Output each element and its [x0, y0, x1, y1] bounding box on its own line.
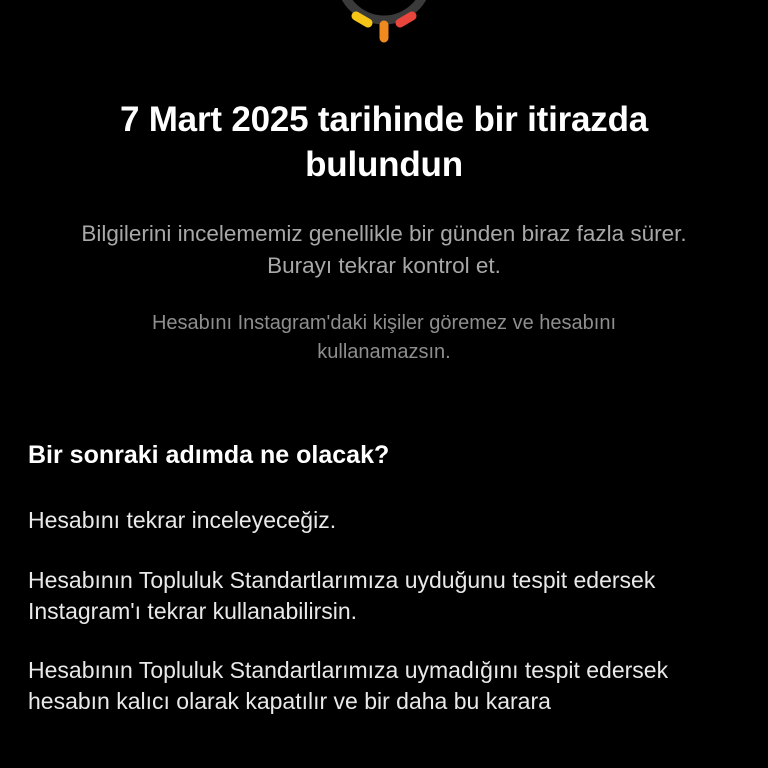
hero-illustration-area — [0, 0, 768, 48]
page-title: 7 Mart 2025 tarihinde bir itirazda bulundun — [119, 100, 649, 184]
next-step-item: Hesabının Topluluk Standartlarımıza uyduğunu tespit edersek Instagram'ı tekrar kullanabilirsin. — [28, 566, 656, 624]
section-title-next-steps: Bir sonraki adımda ne olacak? — [28, 440, 390, 469]
clock-badge-illustration-icon — [309, 0, 459, 48]
subtitle-review-time: Bilgilerini incelememiz genellikle bir günden biraz fazla sürer. Burayı tekrar kontrol et. — [81, 220, 687, 279]
next-step-item: Hesabının Topluluk Standartlarımıza uymadığını tespit edersek hesabın kalıcı olarak kapatılır ve bir daha bu karara — [28, 657, 669, 715]
subtitle-account-visibility: Hesabını Instagram'daki kişiler göremez ve hesabını kullanamazsın. — [151, 311, 617, 363]
next-step-item: Hesabını tekrar inceleyeceğiz. — [28, 507, 337, 534]
next-steps-list — [28, 505, 740, 717]
